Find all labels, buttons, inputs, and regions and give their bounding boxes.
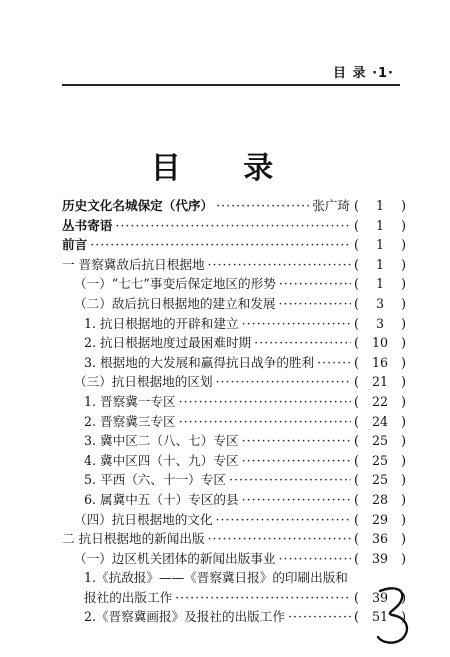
toc-entry-label: 前言 <box>62 237 88 253</box>
toc-leader-dots <box>208 529 351 549</box>
toc-leader-dots <box>216 510 351 530</box>
toc-entry <box>62 607 406 627</box>
toc-page-value: 10 <box>371 335 389 351</box>
toc-page-number: ( 1 ) <box>354 235 406 255</box>
toc-leader-dots <box>179 412 351 432</box>
toc-page-value: 25 <box>371 452 389 468</box>
toc-page-number: ( 22 ) <box>354 392 406 412</box>
toc-page-value: 22 <box>371 393 389 409</box>
toc-page-value: 1 <box>375 276 384 292</box>
toc-page-number: ( 1 ) <box>354 216 406 236</box>
toc-entry-label: 历史文化名城保定（代序） <box>62 198 214 213</box>
toc-leader-dots <box>216 372 351 392</box>
toc-page-number: ( 1 ) <box>354 196 406 216</box>
toc-leader-dots <box>242 431 351 451</box>
toc-page-value: 1 <box>375 198 384 213</box>
toc-page-value: 1 <box>375 237 384 253</box>
header-rule <box>62 84 400 86</box>
toc-entry-label: 4. 冀中区四（十、九）专区 <box>84 452 239 468</box>
toc-page-value: 3 <box>375 315 384 331</box>
toc-leader-dots <box>254 333 351 353</box>
toc-leader-dots <box>229 470 351 490</box>
toc-page-value: 51 <box>371 609 389 625</box>
toc-page-value: 3 <box>375 295 384 311</box>
toc-page-value: 21 <box>371 374 389 390</box>
handwritten-three-mark <box>372 583 418 649</box>
toc-entry-label: 报社的出版工作 <box>84 589 173 605</box>
toc-leader-dots <box>279 549 352 569</box>
toc-page-number: ( 29 ) <box>354 510 406 530</box>
toc-entry <box>62 588 406 608</box>
toc-page-number: ( 3 ) <box>354 314 406 334</box>
toc-page-value: 24 <box>371 413 389 429</box>
toc-entry-label: 二 抗日根据地的新闻出版 <box>62 531 205 547</box>
toc-entry <box>62 216 406 236</box>
toc-leader-dots <box>216 196 309 216</box>
toc-page-number: ( 36 ) <box>354 529 406 549</box>
toc-page-value: 1 <box>375 217 384 233</box>
toc-page-number: ( 1 ) <box>354 255 406 275</box>
table-of-contents <box>62 196 406 627</box>
toc-page-number: ( 21 ) <box>354 372 406 392</box>
toc-entry-label: （一）边区机关团体的新闻出版事业 <box>74 550 276 566</box>
toc-page-number: ( 10 ) <box>354 333 406 353</box>
toc-page-number: ( 24 ) <box>354 412 406 432</box>
toc-page-value: 25 <box>371 433 389 449</box>
running-header-text: 目 录 ·1· <box>333 66 394 81</box>
toc-page-value: 36 <box>371 531 389 547</box>
toc-entry <box>62 372 406 392</box>
toc-leader-dots <box>279 274 351 294</box>
toc-page-number: ( 3 ) <box>354 294 406 314</box>
toc-entry-label: 5. 平西（六、十一）专区 <box>84 472 226 488</box>
toc-entry <box>62 529 406 549</box>
toc-entry <box>62 451 406 471</box>
toc-entry <box>62 470 406 490</box>
toc-entry-label: 3. 根据地的大发展和赢得抗日战争的胜利 <box>84 354 315 370</box>
toc-entry-label: （三）抗日根据地的区划 <box>74 374 213 390</box>
toc-leader-dots <box>242 314 351 334</box>
toc-entry-author: 张广琦 <box>312 198 350 213</box>
toc-leader-dots <box>279 294 352 314</box>
toc-entry-label: （一）“七七”事变后保定地区的形势 <box>74 276 276 292</box>
toc-entry <box>62 235 406 255</box>
toc-entry-label: 1. 抗日根据地的开辟和建立 <box>84 315 239 331</box>
toc-entry <box>62 196 406 216</box>
running-header <box>0 0 450 86</box>
toc-entry-label: 一 晋察冀敌后抗日根据地 <box>62 256 205 272</box>
toc-page-value: 28 <box>371 491 389 507</box>
toc-entry-label: 2. 晋察冀三专区 <box>84 413 176 429</box>
toc-page-value: 39 <box>371 589 389 605</box>
toc-leader-dots <box>208 255 351 275</box>
toc-page-number: ( 28 ) <box>354 490 406 510</box>
toc-entry-label: 2.《晋察冀画报》及报社的出版工作 <box>84 609 285 625</box>
toc-page-number: ( 25 ) <box>354 470 406 490</box>
toc-page-value: 16 <box>371 354 389 370</box>
toc-page-value: 39 <box>371 550 389 566</box>
toc-page-number: ( 25 ) <box>354 431 406 451</box>
toc-leader-dots <box>242 451 351 471</box>
toc-page-value: 29 <box>371 511 389 527</box>
toc-entry <box>62 568 406 588</box>
toc-entry-label: （二）敌后抗日根据地的建立和发展 <box>74 295 276 311</box>
toc-leader-dots <box>90 235 351 255</box>
toc-entry <box>62 255 406 275</box>
toc-entry-label: 2. 抗日根据地度过最困难时期 <box>84 335 252 351</box>
page-title: 目 录 <box>150 151 300 186</box>
toc-entry <box>62 412 406 432</box>
toc-page-number: ( 51 ) <box>354 607 406 627</box>
toc-entry <box>62 392 406 412</box>
toc-leader-dots <box>115 216 351 236</box>
toc-leader-dots <box>242 490 351 510</box>
toc-leader-dots <box>179 392 351 412</box>
toc-entry-label: 丛书寄语 <box>62 217 113 233</box>
toc-page-number: ( 39 ) <box>354 549 406 569</box>
toc-entry <box>62 294 406 314</box>
toc-entry <box>62 510 406 530</box>
toc-page-number: ( 39 ) <box>354 588 406 608</box>
toc-entry <box>62 431 406 451</box>
toc-entry <box>62 314 406 334</box>
toc-page-number: ( 16 ) <box>354 353 406 373</box>
toc-entry <box>62 353 406 373</box>
toc-page-number: ( 1 ) <box>354 274 406 294</box>
toc-leader-dots <box>175 588 351 608</box>
toc-page-number: ( 25 ) <box>354 451 406 471</box>
toc-entry <box>62 274 406 294</box>
toc-leader-dots <box>288 607 351 627</box>
toc-page-value: 1 <box>375 256 384 272</box>
toc-entry-label: 6. 属冀中五（十）专区的县 <box>84 491 239 507</box>
toc-entry <box>62 490 406 510</box>
toc-page-value: 25 <box>371 472 389 488</box>
toc-entry-label: 1.《抗敌报》——《晋察冀日报》的印刷出版和 <box>84 570 348 586</box>
toc-entry <box>62 333 406 353</box>
toc-entry-label: 1. 晋察冀一专区 <box>84 393 176 409</box>
toc-leader-dots <box>317 353 351 373</box>
toc-entry <box>62 549 406 569</box>
toc-entry-label: 3. 冀中区二（八、七）专区 <box>84 433 239 449</box>
toc-entry-label: （四）抗日根据地的文化 <box>74 511 213 527</box>
